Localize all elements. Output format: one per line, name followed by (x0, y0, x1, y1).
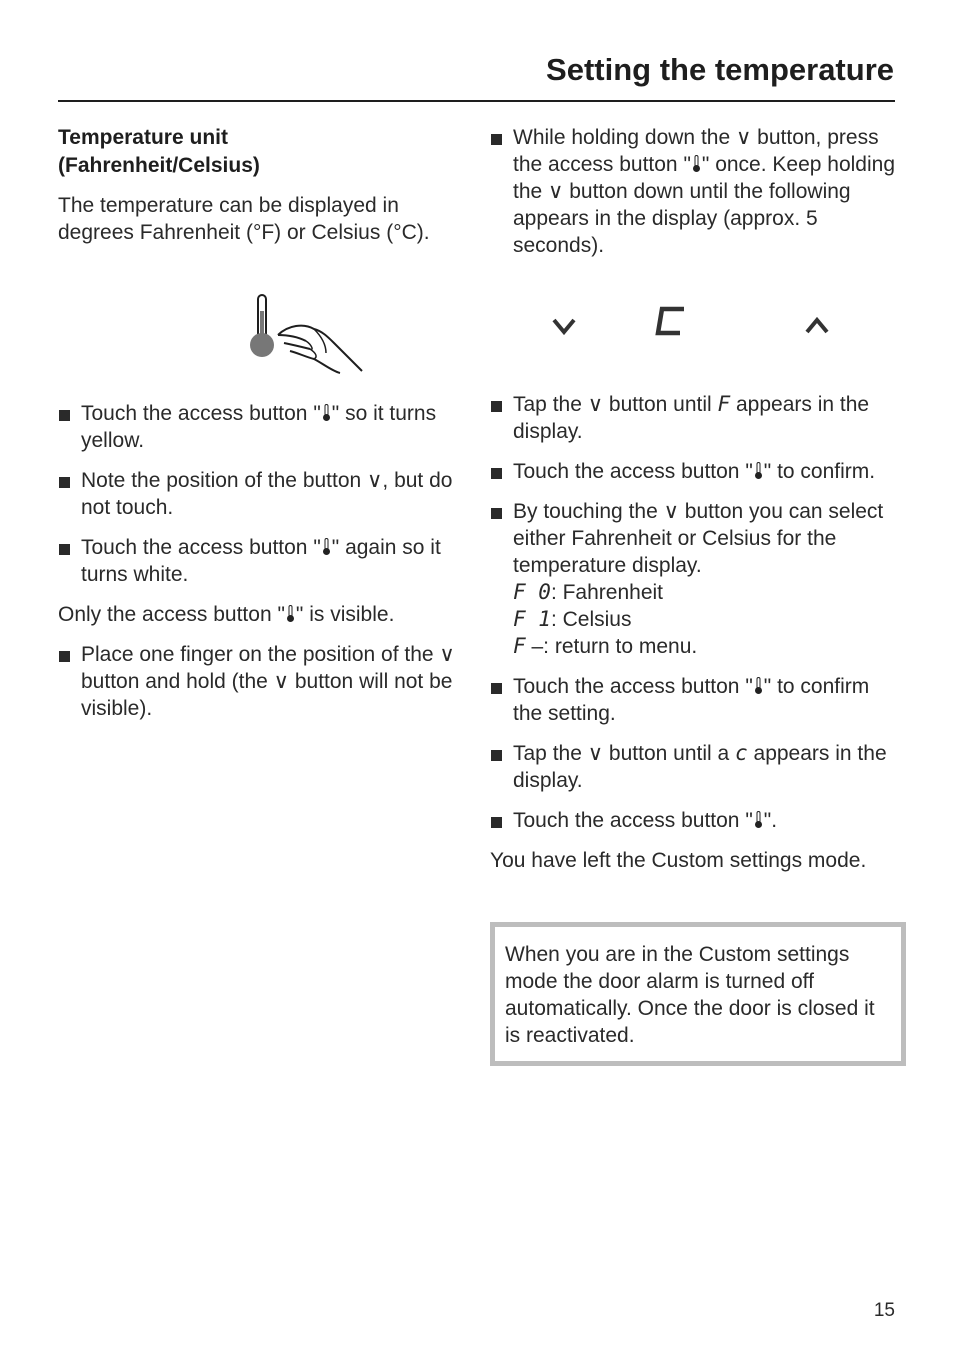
section-heading (58, 124, 463, 180)
title-rule (58, 100, 895, 102)
thermometer-icon (754, 677, 763, 695)
left-column (58, 124, 463, 735)
right-steps (490, 124, 896, 259)
list-item: Tap the ∨ button until a c appears in the display. (490, 740, 896, 794)
intro-paragraph: The temperature can be displayed in degrees Fahrenheit (°F) or Celsius (°C). (58, 194, 430, 244)
list-item: Touch the access button " " to confirm. (490, 458, 896, 485)
chevron-up-icon (805, 317, 829, 335)
option-celsius: F 1: Celsius (513, 607, 632, 631)
display-c-segment (654, 305, 686, 337)
thermometer-icon (322, 404, 331, 422)
heading-line-2: (Fahrenheit/Celsius) (58, 154, 260, 177)
list-item: While holding down the ∨ button, press the access button " " once. Keep holding the ∨ button down until the following appears in the display (approx. 5 seconds). (490, 124, 896, 259)
list-item: Tap the ∨ button until F appears in the display. (490, 391, 896, 445)
thermometer-icon (754, 462, 763, 480)
list-item: Place one finger on the position of the ∨ button and hold (the ∨ button will not be visible). (58, 641, 463, 722)
list-item: Touch the access button " " so it turns yellow. (58, 400, 463, 454)
heading-line-1: Temperature unit (58, 126, 228, 149)
closing-paragraph: You have left the Custom settings mode. (490, 849, 867, 872)
option-fahrenheit: F 0: Fahrenheit (513, 580, 664, 604)
paragraph: Only the access button " " is visible. (58, 603, 395, 626)
page-number: 15 (873, 1300, 895, 1321)
list-item: Note the position of the button ∨, but do not touch. (58, 467, 463, 521)
hand-touch-thermometer-illustration (248, 291, 363, 375)
list-item: Touch the access button " " to confirm the setting. (490, 673, 896, 727)
left-steps-2 (58, 641, 463, 722)
display-f-glyph: F (717, 392, 731, 416)
thermometer-icon (286, 605, 295, 623)
display-illustration (490, 277, 896, 369)
note-box: When you are in the Custom settings mode the door alarm is turned off automatically. Once the door is closed it is reactivated. (490, 922, 906, 1066)
chevron-down-icon (552, 317, 576, 335)
thermometer-icon (692, 155, 701, 173)
display-c-glyph: c (735, 741, 748, 765)
list-item: By touching the ∨ button you can select either Fahrenheit or Celsius for the temperature display. F 0: Fahrenheit F 1: Celsius F –: return to menu. (490, 498, 896, 660)
thermometer-icon (754, 811, 763, 829)
left-steps (58, 400, 463, 588)
option-return: F –: return to menu. (513, 634, 698, 658)
list-item: Touch the access button " " again so it turns white. (58, 534, 463, 588)
list-item: Touch the access button " ". (490, 807, 896, 834)
thermometer-icon (322, 538, 331, 556)
right-column (490, 124, 896, 887)
right-steps-2 (490, 391, 896, 834)
page-title: Setting the temperature (546, 52, 894, 87)
